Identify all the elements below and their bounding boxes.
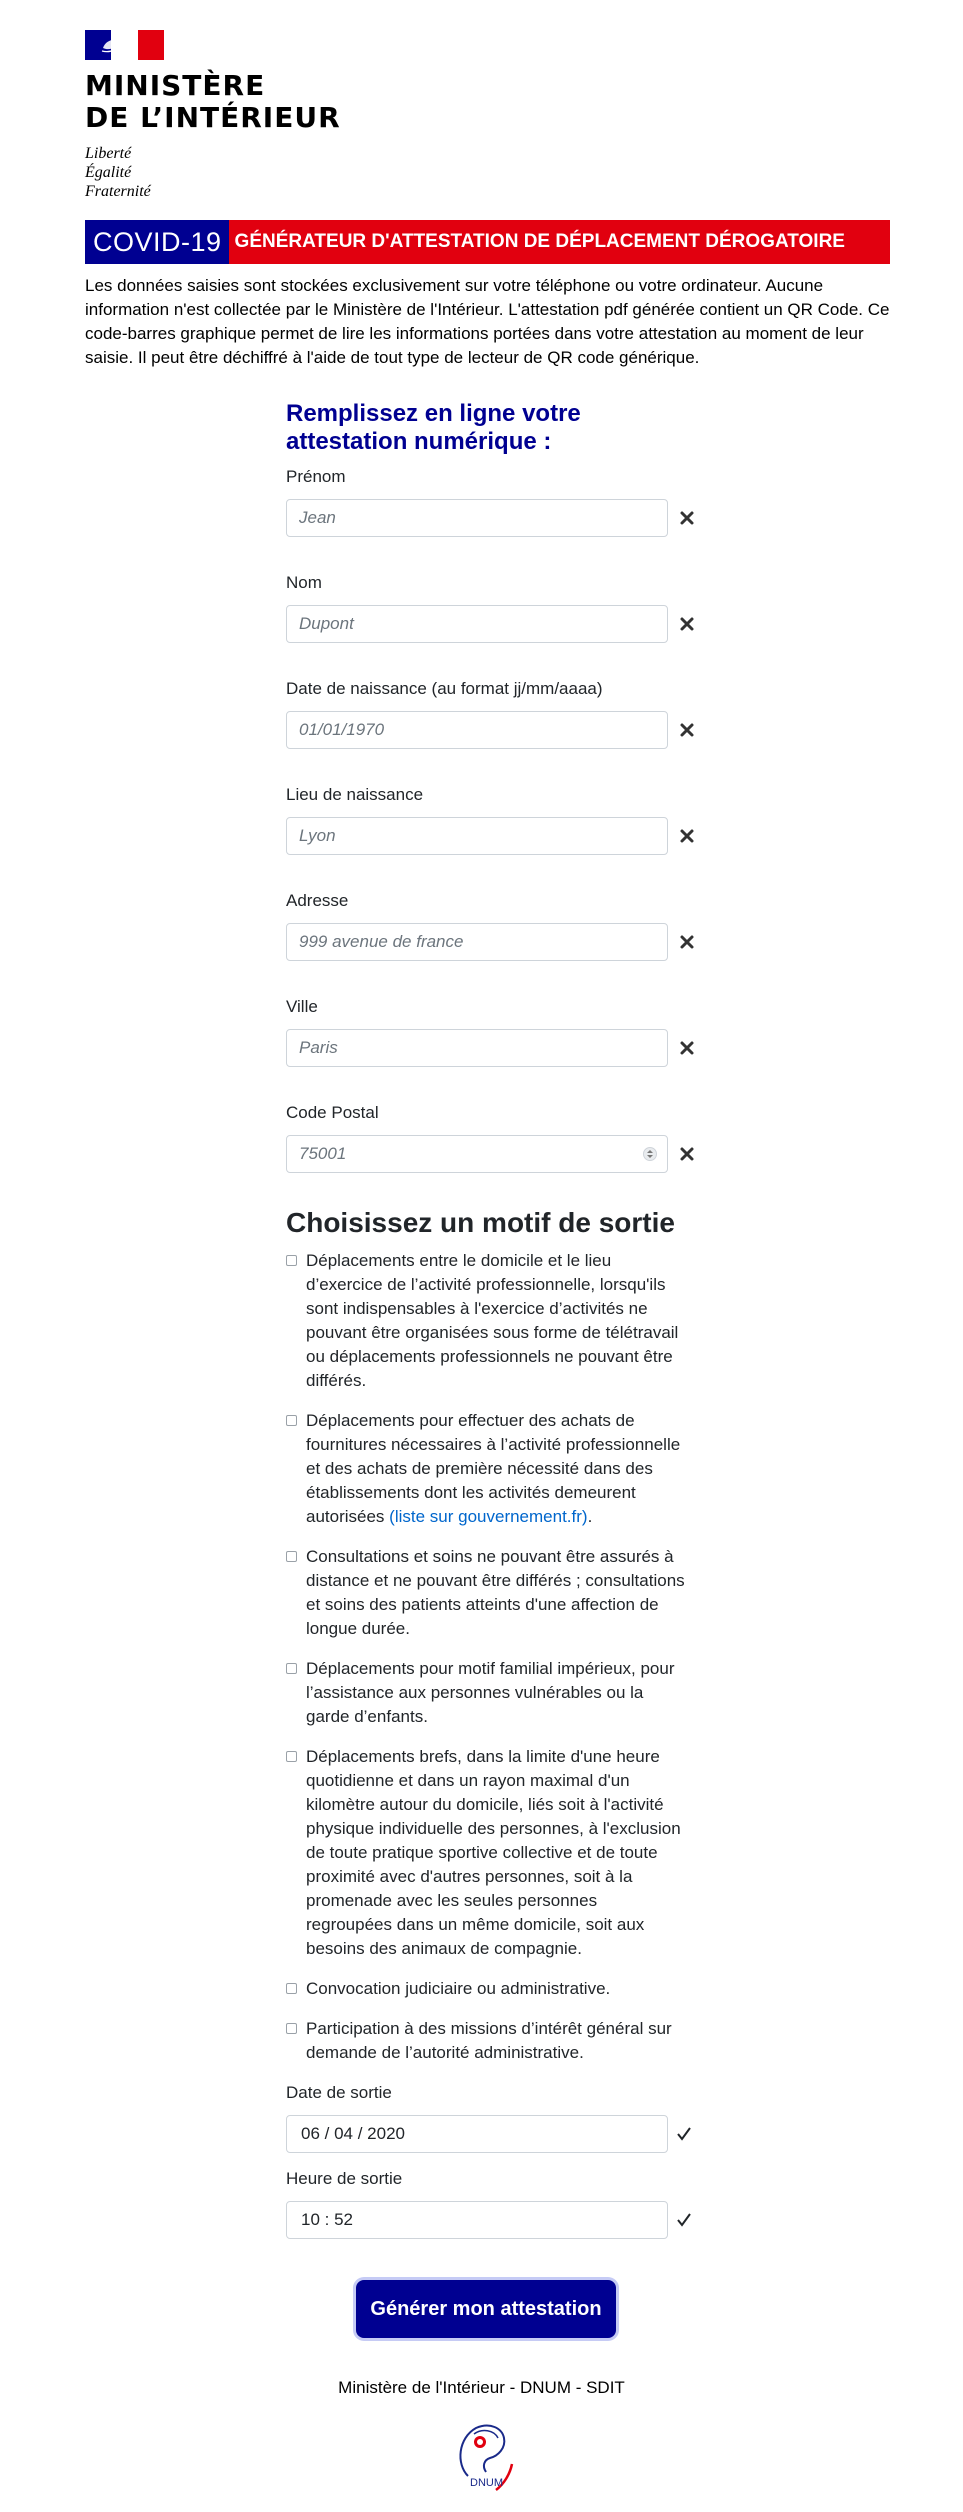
banner-title: GÉNÉRATEUR D'ATTESTATION DE DÉPLACEMENT DÉROGATOIRE [229, 220, 890, 264]
banner-covid: COVID-19 [85, 220, 229, 264]
adresse-input[interactable]: 999 avenue de france [286, 923, 668, 961]
devise: Liberté Égalité Fraternité [85, 145, 151, 200]
gouvernement-link[interactable]: (liste sur gouvernement.fr) [389, 1507, 588, 1526]
clear-icon[interactable] [678, 1038, 696, 1058]
field-code-postal [286, 1103, 696, 1173]
field-ville [286, 997, 696, 1067]
attestation-form [286, 400, 696, 456]
field-birthday [286, 679, 696, 749]
form-title: Remplissez en ligne votre attestation numérique : [286, 400, 581, 455]
field-label: Heure de sortie [286, 2169, 403, 2188]
field-label: Lieu de naissance [286, 785, 424, 804]
motif-missions[interactable]: Participation à des missions d’intérêt général sur demande de l’autorité administrative. [286, 2017, 686, 2065]
motif-sante[interactable]: Consultations et soins ne pouvant être assurés à distance et ne pouvant être différés ; consultations et soins des patients atteints d'une affection de longue durée. [286, 1545, 686, 1641]
clear-icon[interactable] [678, 508, 696, 528]
field-label: Ville [286, 997, 318, 1016]
dnum-logo-icon [446, 2414, 526, 2494]
field-date-sortie [286, 2083, 696, 2153]
motif-travail[interactable]: Déplacements entre le domicile et le lieu d’exercice de l’activité professionnelle, lorsqu'ils sont indispensables à l'exercice d’activités ne pouvant être organisées sous forme de télétravail ou déplacements professionnels ne pouvant être différés. [286, 1249, 686, 1393]
clear-icon[interactable] [678, 614, 696, 634]
prenom-input[interactable]: Jean [286, 499, 668, 537]
field-label: Date de naissance (au format jj/mm/aaaa) [286, 679, 603, 698]
check-icon [676, 2211, 692, 2229]
code-postal-input[interactable]: 75001 [286, 1135, 668, 1173]
motif-sport[interactable]: Déplacements brefs, dans la limite d'une heure quotidienne et dans un rayon maximal d'un kilomètre autour du domicile, liés soit à l'activité physique individuelle des personnes, à l'exclusion de toute pratique sportive collective et de toute proximité avec d'autres personnes, soit à la promenade avec les seules personnes regroupées dans un même domicile, soit aux besoins des animaux de compagnie. [286, 1745, 686, 1961]
checkbox[interactable] [286, 1551, 297, 1562]
field-label: Prénom [286, 467, 346, 486]
field-prenom [286, 467, 696, 537]
date-sortie-input[interactable]: 06 / 04 / 2020 [286, 2115, 668, 2153]
dnum-label: DNUM [470, 2477, 503, 2489]
lieu-naissance-input[interactable]: Lyon [286, 817, 668, 855]
birthday-input[interactable]: 01/01/1970 [286, 711, 668, 749]
field-label: Nom [286, 573, 322, 592]
ministere-logo [85, 30, 345, 201]
checkbox[interactable] [286, 1255, 297, 1266]
field-label: Code Postal [286, 1103, 379, 1122]
clear-icon[interactable] [678, 932, 696, 952]
field-label: Adresse [286, 891, 349, 910]
motif-title: Choisissez un motif de sortie [286, 1207, 675, 1238]
marianne-flag-icon [85, 30, 164, 60]
intro-text: Les données saisies sont stockées exclusivement sur votre téléphone ou votre ordinateur. Aucune information n'est collectée par le Ministère de l'Intérieur. L'attestation pdf générée contient un QR Code. Ce code-barres graphique permet de lire les informations portées dans votre attestation au moment de leur saisie. Il peut être déchiffré à l'aide de tout type de lecteur de QR code générique. [85, 276, 890, 367]
ministere-name: MINISTÈRE DE L’INTÉRIEUR [85, 69, 341, 134]
page-banner [85, 220, 890, 264]
motif-judiciaire[interactable]: Convocation judiciaire ou administrative. [286, 1977, 686, 2001]
generate-attestation-button[interactable]: Générer mon attestation [356, 2280, 616, 2338]
ville-input[interactable]: Paris [286, 1029, 668, 1067]
field-heure-sortie [286, 2169, 696, 2239]
checkbox[interactable] [286, 1983, 297, 1994]
heure-sortie-input[interactable]: 10 : 52 [286, 2201, 668, 2239]
checkbox[interactable] [286, 1663, 297, 1674]
clear-icon[interactable] [678, 1144, 696, 1164]
checkbox[interactable] [286, 1415, 297, 1426]
number-spinner-icon[interactable] [643, 1147, 657, 1161]
field-nom [286, 573, 696, 643]
field-label: Date de sortie [286, 2083, 392, 2102]
motif-courses[interactable]: Déplacements pour effectuer des achats de fournitures nécessaires à l’activité professionnelle et des achats de première nécessité dans des établissements dont les activités demeurent autorisées (liste sur gouvernement.fr). [286, 1409, 686, 1529]
field-lieu-naissance [286, 785, 696, 855]
check-icon [676, 2125, 692, 2143]
clear-icon[interactable] [678, 720, 696, 740]
field-adresse [286, 891, 696, 961]
checkbox[interactable] [286, 2023, 297, 2034]
clear-icon[interactable] [678, 826, 696, 846]
checkbox[interactable] [286, 1751, 297, 1762]
nom-input[interactable]: Dupont [286, 605, 668, 643]
footer-text: Ministère de l'Intérieur - DNUM - SDIT [338, 2378, 625, 2397]
motif-famille[interactable]: Déplacements pour motif familial impérieux, pour l’assistance aux personnes vulnérables ou la garde d’enfants. [286, 1657, 686, 1729]
